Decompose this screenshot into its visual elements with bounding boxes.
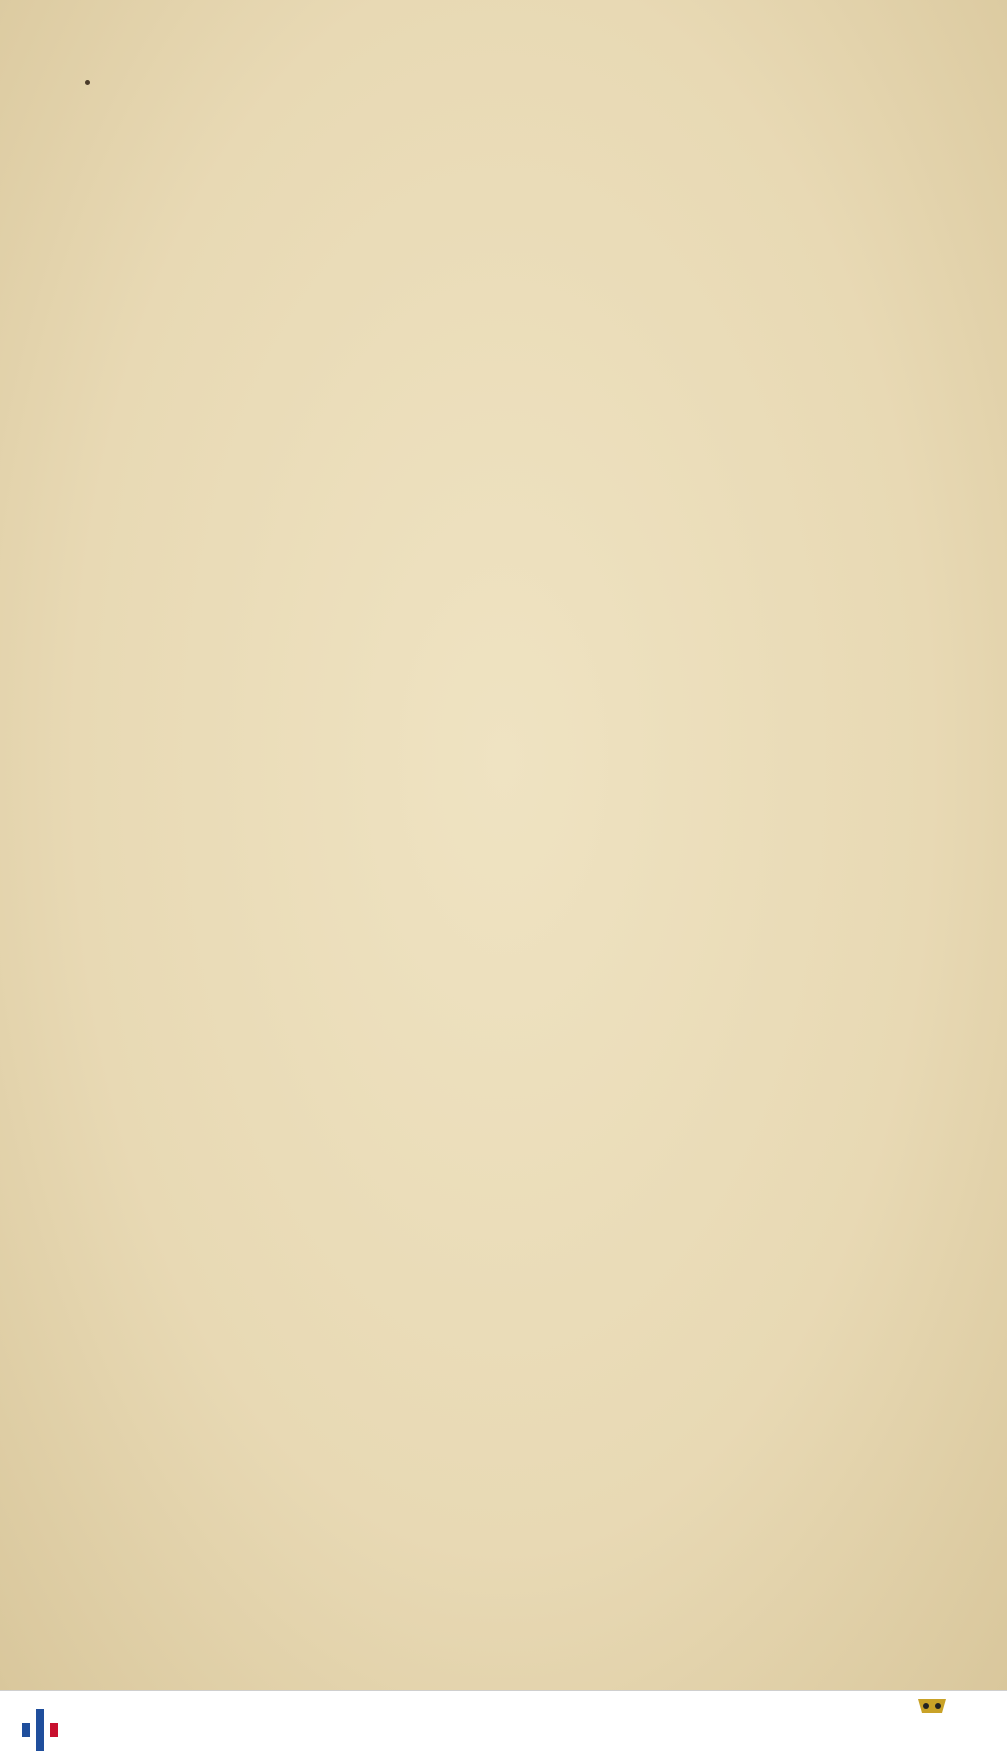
sponsor-logo: [877, 1695, 987, 1722]
footer-bar: [0, 1690, 1007, 1763]
ink-speck: [85, 80, 90, 85]
coat-of-arms-icon: [912, 1695, 952, 1717]
ub-freiburg-logo-icon: [18, 1701, 68, 1753]
